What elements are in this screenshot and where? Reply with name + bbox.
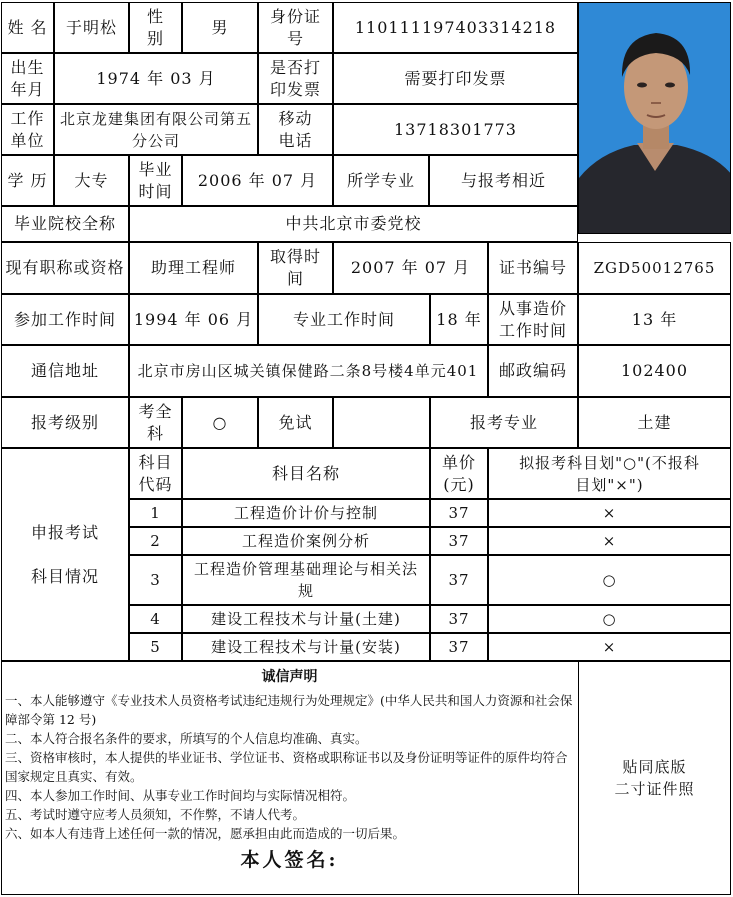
mobile-value: 13718301773 [333, 104, 578, 155]
exempt-mark [333, 397, 430, 448]
address-value: 北京市房山区城关镇保健路二条8号楼4单元401 [129, 345, 488, 397]
col-price-header: 单价(元) [430, 448, 488, 499]
subject-price: 37 [430, 605, 488, 633]
mobile-label: 移动电话 [258, 104, 333, 155]
declaration-item: 五、考试时遵守应考人员须知，不作弊，不请人代考。 [5, 807, 306, 822]
work-start-label: 参加工作时间 [1, 294, 129, 345]
subject-mark: × [488, 633, 731, 661]
education-label: 学 历 [1, 155, 54, 206]
cost-years-value: 13 年 [578, 294, 731, 345]
grad-time-value: 2006 年 07 月 [182, 155, 333, 206]
subject-mark: ○ [488, 555, 731, 605]
gender-value: 男 [182, 2, 258, 53]
exam-major-label: 报考专业 [430, 397, 578, 448]
declaration-item: 三、资格审核时，本人提供的毕业证书、学位证书、资格或职称证书以及身份证明等证件的原件均符合国家规定且真实、有效。 [5, 750, 568, 784]
subject-name: 工程造价计价与控制 [182, 499, 430, 527]
gender-label: 性别 [129, 2, 182, 53]
address-label: 通信地址 [1, 345, 129, 397]
school-label: 毕业院校全称 [1, 206, 129, 242]
subject-code: 3 [129, 555, 182, 605]
work-start-value: 1994 年 06 月 [129, 294, 258, 345]
pro-years-value: 18 年 [430, 294, 488, 345]
subject-price: 37 [430, 499, 488, 527]
subject-mark: ○ [488, 605, 731, 633]
subjects-section-label: 申报考试 科目情况 [1, 448, 129, 661]
major-value: 与报考相近 [429, 155, 578, 206]
integrity-declaration [1, 661, 579, 895]
cert-label: 证书编号 [488, 242, 578, 294]
photo-placeholder-note: 贴同底版 二寸证件照 [578, 661, 731, 895]
subject-mark: × [488, 499, 731, 527]
level-label: 报考级别 [1, 397, 129, 448]
subject-name: 工程造价案例分析 [182, 527, 430, 555]
portrait-image [579, 3, 731, 234]
declaration-item: 二、本人符合报名条件的要求，所填写的个人信息均准确、真实。 [5, 731, 368, 746]
declaration-item: 一、本人能够遵守《专业技术人员资格考试违纪违规行为处理规定》(中华人民共和国人力资源和社会保障部令第 12 号) [5, 693, 573, 727]
birth-value: 1974 年 03 月 [54, 53, 258, 104]
col-name-header: 科目名称 [182, 448, 430, 499]
declaration-item: 六、如本人有违背上述任何一款的情况，愿承担由此而造成的一切后果。 [5, 826, 406, 841]
postcode-value: 102400 [578, 345, 731, 397]
col-plan-header: 拟报考科目划"○"(不报科目划"×") [488, 448, 731, 499]
signature-label: 本人签名: [240, 849, 339, 871]
exam-major-value: 土建 [578, 397, 731, 448]
invoice-label: 是否打印发票 [258, 53, 333, 104]
subject-code: 1 [129, 499, 182, 527]
obtain-time-value: 2007 年 07 月 [333, 242, 488, 294]
birth-label: 出生年月 [1, 53, 54, 104]
full-subjects-mark: ○ [182, 397, 258, 448]
grad-time-label: 毕业时间 [129, 155, 182, 206]
subject-code: 2 [129, 527, 182, 555]
col-code-header: 科目代码 [129, 448, 182, 499]
declaration-title: 诚信声明 [261, 669, 318, 685]
subject-price: 37 [430, 633, 488, 661]
name-value: 于明松 [54, 2, 129, 53]
subject-name: 工程造价管理基础理论与相关法规 [182, 555, 430, 605]
education-value: 大专 [54, 155, 129, 206]
subject-name: 建设工程技术与计量(安装) [182, 633, 430, 661]
full-subjects-label: 考全科 [129, 397, 182, 448]
employer-value: 北京龙建集团有限公司第五分公司 [54, 104, 258, 155]
cost-years-label: 从事造价工作时间 [488, 294, 578, 345]
exempt-label: 免试 [258, 397, 333, 448]
subject-price: 37 [430, 527, 488, 555]
postcode-label: 邮政编码 [488, 345, 578, 397]
subject-price: 37 [430, 555, 488, 605]
subject-name: 建设工程技术与计量(土建) [182, 605, 430, 633]
invoice-value: 需要打印发票 [333, 53, 578, 104]
id-value: 110111197403314218 [333, 2, 578, 53]
pro-years-label: 专业工作时间 [258, 294, 430, 345]
subject-mark: × [488, 527, 731, 555]
obtain-time-label: 取得时间 [258, 242, 333, 294]
name-label: 姓 名 [1, 2, 54, 53]
title-label: 现有职称或资格 [1, 242, 129, 294]
employer-label: 工作单位 [1, 104, 54, 155]
cert-value: ZGD50012765 [578, 242, 731, 294]
subject-code: 4 [129, 605, 182, 633]
title-value: 助理工程师 [129, 242, 258, 294]
school-value: 中共北京市委党校 [129, 206, 578, 242]
applicant-photo [578, 2, 731, 234]
id-label: 身份证号 [258, 2, 333, 53]
declaration-item: 四、本人参加工作时间、从事专业工作时间均与实际情况相符。 [5, 788, 356, 803]
major-label: 所学专业 [333, 155, 429, 206]
subject-code: 5 [129, 633, 182, 661]
